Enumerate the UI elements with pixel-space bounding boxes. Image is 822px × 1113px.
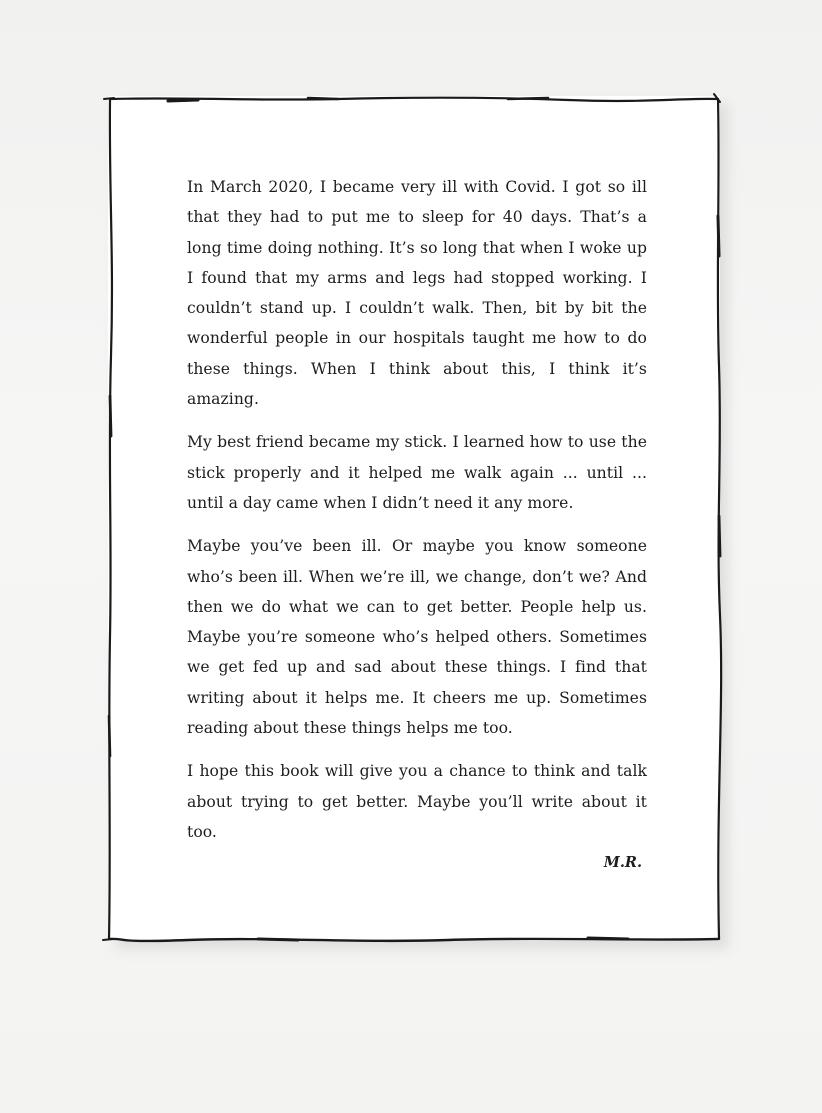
paragraph-2: My best friend became my stick. I learned how to use the stick properly and it helped me walk again ... until ... until a day came when I didn’t need it any more.	[187, 433, 647, 512]
paragraph-4: I hope this book will give you a chance to think and talk about trying to get better. Maybe you’ll write about it too.	[187, 762, 647, 841]
paragraph-3: Maybe you’ve been ill. Or maybe you know someone who’s been ill. When we’re ill, we change, don’t we? And then we do what we can to get better. People help us. Maybe you’re someone who’s helped others. Sometimes we get fed up and sad about these things. I find that writing about it helps me. It cheers me up. Sometimes reading about these things helps me too.	[187, 537, 647, 738]
letter-page	[108, 96, 720, 941]
paragraph-1: In March 2020, I became very ill with Covid. I got so ill that they had to put me to sleep for 40 days. That’s a long time doing nothing. It’s so long that when I woke up I found that my arms and legs had stopped working. I couldn’t stand up. I couldn’t walk. Then, bit by bit the wonderful people in our hospitals taught me how to do these things. When I think about this, I think it’s amazing.	[187, 178, 647, 409]
author-signature: M.R.	[603, 854, 642, 871]
letter-body	[187, 172, 647, 860]
